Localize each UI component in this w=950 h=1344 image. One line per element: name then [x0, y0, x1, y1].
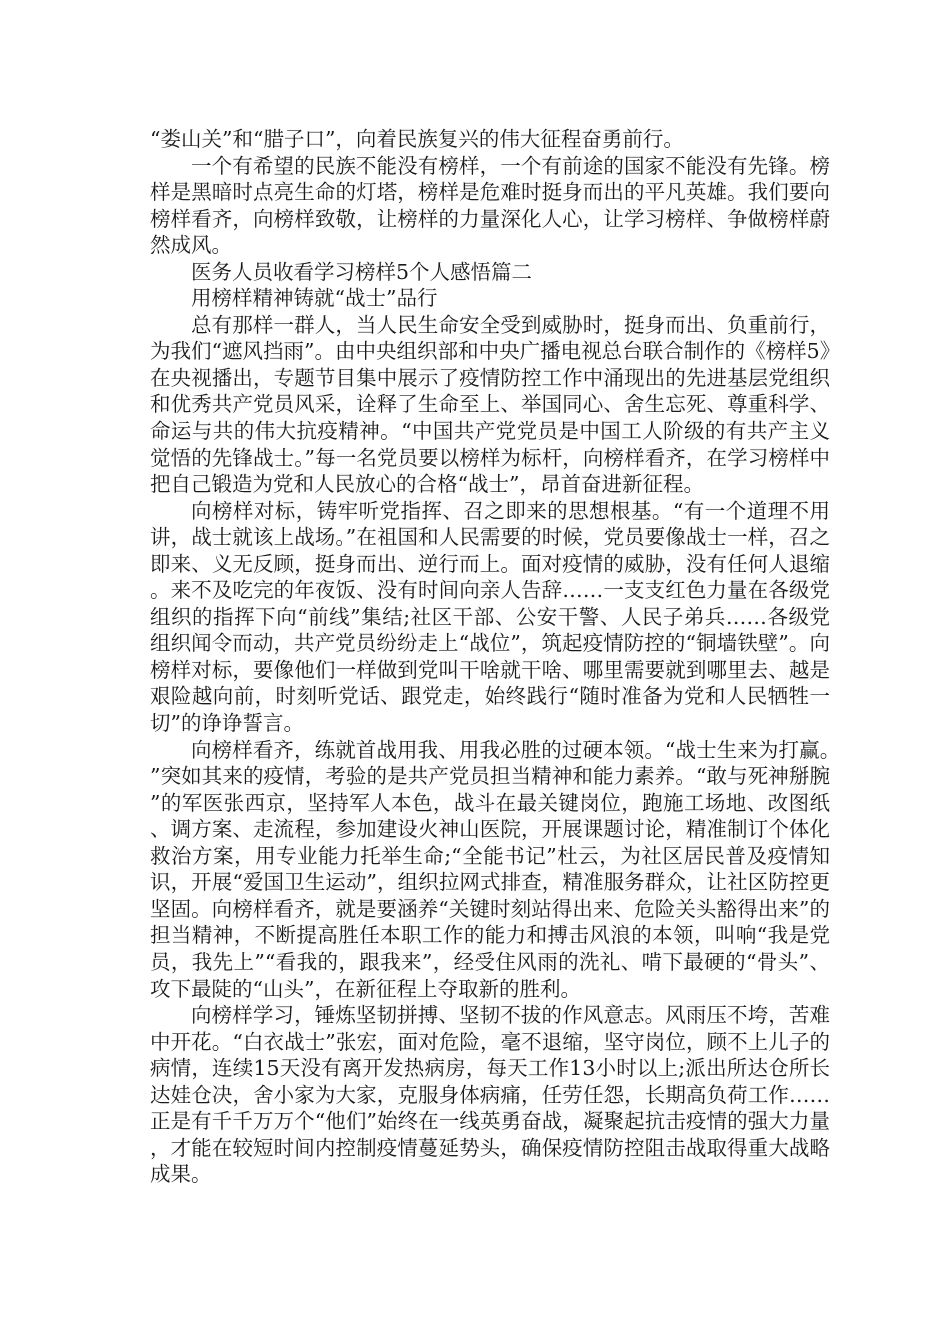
document-body — [150, 126, 830, 1188]
paragraph-5: 总有那样一群人，当人民生命安全受到威胁时，挺身而出、负重前行，为我们“遮风挡雨”。由中央组织部和中央广播电视总台联合制作的《榜样5》在央视播出，专题节目集中展示了疫情防控工作中涌现出的先进基层党组织和优秀共产党员风采，诠释了生命至上、举国同心、舍生忘死、尊重科学、命运与共的伟大抗疫精神。“中国共产党党员是中国工人阶级的有共产主义觉悟的先锋战士。”每一名党员要以榜样为标杆，向榜样看齐，在学习榜样中把自己锻造为党和人民放心的合格“战士”，昂首奋进新征程。 — [150, 312, 830, 497]
article-title: 用榜样精神铸就“战士”品行 — [191, 286, 438, 311]
paragraph-6: 向榜样对标，铸牢听党指挥、召之即来的思想根基。“有一个道理不用讲，战士就该上战场。”在祖国和人民需要的时候，党员要像战士一样，召之即来、义无反顾，挺身而出、逆行而上。面对疫情的威胁，没有任何人退缩。来不及吃完的年夜饭、没有时间向亲人告辞……一支支红色力量在各级党组织的指挥下向“前线”集结;社区干部、公安干警、人民子弟兵……各级党组织闻令而动，共产党员纷纷走上“战位”，筑起疫情防控的“铜墙铁壁”。向榜样对标，要像他们一样做到党叫干啥就干啥、哪里需要就到哪里去、越是艰险越向前，时刻听党话、跟党走，始终践行“随时准备为党和人民牺牲一切”的诤诤誓言。 — [150, 498, 830, 736]
section-heading: 医务人员收看学习榜样5个人感悟篇二 — [191, 259, 533, 284]
paragraph-1: “娄山关”和“腊子口”，向着民族复兴的伟大征程奋勇前行。 — [150, 127, 684, 151]
paragraph-2: 一个有希望的民族不能没有榜样，一个有前途的国家不能没有先锋。榜样是黑暗时点亮生命的灯塔，榜样是危难时挺身而出的平凡英雄。我们要向榜样看齐，向榜样致敬，让榜样的力量深化人心，让学习榜样、争做榜样蔚然成风。 — [150, 153, 830, 258]
paragraph-8: 向榜样学习，锤炼坚韧拼搏、坚韧不拔的作风意志。风雨压不垮，苦难中开花。“白衣战士”张宏，面对危险，毫不退缩，坚守岗位，顾不上儿子的病情，连续15天没有离开发热病房，每天工作13小时以上;派出所达仓所长达娃仓决，舍小家为大家，克服身体病痛，任劳任怨，长期高负荷工作……正是有千千万万个“他们”始终在一线英勇奋战，凝聚起抗击疫情的强大力量，才能在较短时间内控制疫情蔓延势头，确保疫情防控阻击战取得重大战略成果。 — [150, 1003, 830, 1187]
paragraph-7: 向榜样看齐，练就首战用我、用我必胜的过硬本领。“战士生来为打赢。”突如其来的疫情，考验的是共产党员担当精神和能力素养。“敢与死神掰腕”的军医张西京，坚持军人本色，战斗在最关键岗位，跑施工场地、改图纸、调方案、走流程，参加建设火神山医院，开展课题讨论，精准制订个体化救治方案，用专业能力托举生命;“全能书记”杜云，为社区居民普及疫情知识，开展“爱国卫生运动”，组织拉网式排查，精准服务群众，让社区防控更坚固。向榜样看齐，就是要涵养“关键时刻站得出来、危险关头豁得出来”的担当精神，不断提高胜任本职工作的能力和搏击风浪的本领，叫响“我是党员，我先上”“看我的，跟我来”，经受住风雨的洗礼、啃下最硬的“骨头”、攻下最陡的“山头”，在新征程上夺取新的胜利。 — [150, 737, 830, 1001]
